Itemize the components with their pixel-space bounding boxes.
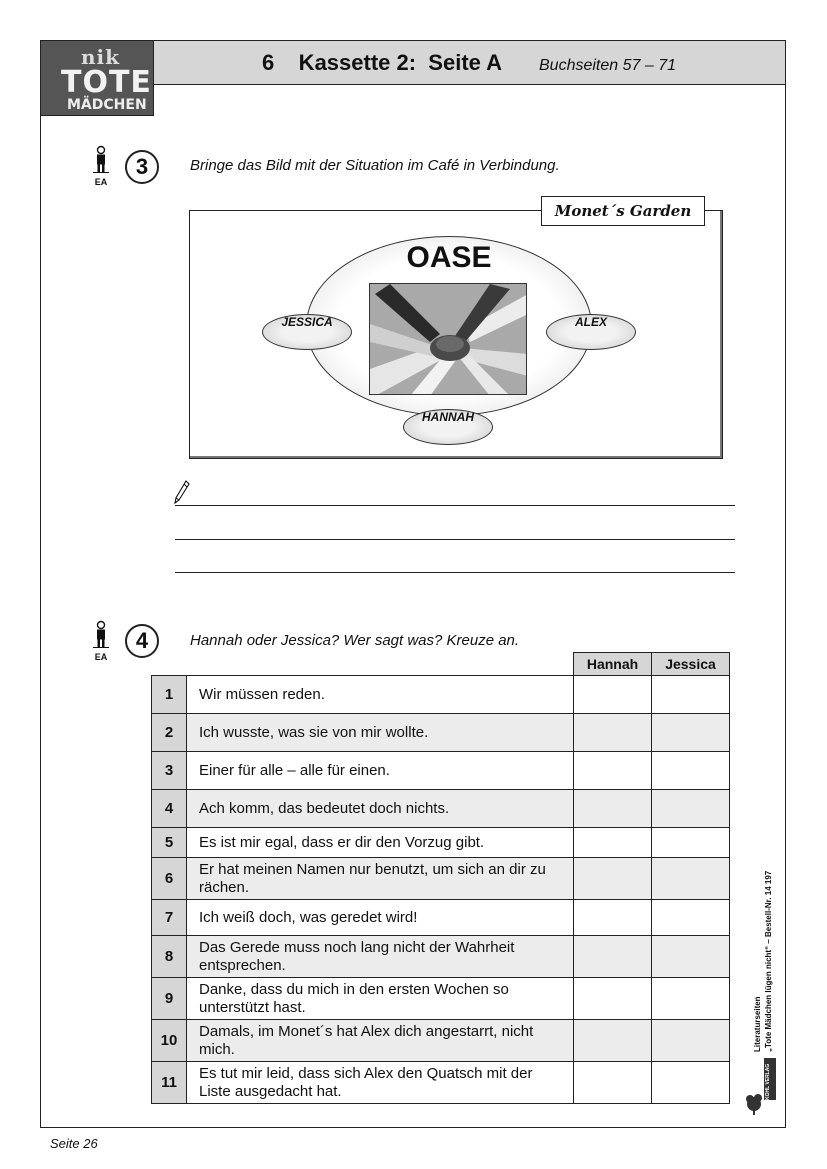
single-work-icon	[90, 620, 112, 662]
checkbox-jessica[interactable]	[652, 828, 730, 858]
task-number-4: 4	[125, 624, 159, 658]
checkbox-jessica[interactable]	[652, 752, 730, 790]
page-title: 6 Kassette 2: Seite A	[262, 50, 503, 75]
answer-line-2[interactable]	[175, 539, 735, 540]
sidebar-order-info: „Tote Mädchen lügen nicht“ – Bestell-Nr. 14 197	[764, 870, 773, 1052]
checkbox-hannah[interactable]	[574, 676, 652, 714]
checkbox-hannah[interactable]	[574, 790, 652, 828]
checkbox-hannah[interactable]	[574, 858, 652, 900]
row-number: 7	[152, 900, 187, 936]
single-work-icon	[90, 145, 112, 187]
publisher-sidebar	[752, 812, 782, 1052]
checkbox-jessica[interactable]	[652, 858, 730, 900]
table-row	[152, 790, 730, 828]
task4-instruction: Hannah oder Jessica? Wer sagt was? Kreuze an.	[190, 632, 520, 649]
statement-text: Es tut mir leid, dass sich Alex den Quatsch mit der Liste ausgedacht hat.	[187, 1062, 574, 1104]
single-work-badge: EA	[94, 177, 108, 187]
column-header-jessica: Jessica	[652, 653, 730, 676]
table-row	[152, 936, 730, 978]
table-row	[152, 714, 730, 752]
row-number: 5	[152, 828, 187, 858]
page-number: Seite 26	[50, 1136, 98, 1151]
statement-text: Ach komm, das bedeutet doch nichts.	[187, 790, 574, 828]
checkbox-hannah[interactable]	[574, 900, 652, 936]
table-row	[152, 828, 730, 858]
logo-line-1: nik	[81, 45, 120, 69]
checkbox-hannah[interactable]	[574, 714, 652, 752]
answer-line-1[interactable]	[175, 505, 735, 506]
table-row	[152, 978, 730, 1020]
table-header-row	[152, 653, 730, 676]
row-number: 9	[152, 978, 187, 1020]
checkbox-hannah[interactable]	[574, 1062, 652, 1104]
publisher-logo	[744, 1056, 780, 1116]
hands-together-photo	[369, 283, 527, 395]
checkbox-jessica[interactable]	[652, 978, 730, 1020]
statement-text: Ich wusste, was sie von mir wollte.	[187, 714, 574, 752]
checkbox-jessica[interactable]	[652, 1020, 730, 1062]
oase-title: OASE	[406, 241, 492, 274]
table-row	[152, 1020, 730, 1062]
statement-text: Danke, dass du mich in den ersten Wochen so unterstützt hast.	[187, 978, 574, 1020]
publisher-name: KOHL VERLAG	[765, 1063, 771, 1100]
task3-instruction: Bringe das Bild mit der Situation im Café in Verbindung.	[190, 157, 560, 174]
checkbox-jessica[interactable]	[652, 936, 730, 978]
table-row	[152, 1062, 730, 1104]
name-oval-hannah: HANNAH	[403, 409, 493, 445]
statement-text: Einer für alle – alle für einen.	[187, 752, 574, 790]
row-number: 4	[152, 790, 187, 828]
table-row	[152, 900, 730, 936]
checkbox-jessica[interactable]	[652, 676, 730, 714]
statement-text: Damals, im Monet´s hat Alex dich angestarrt, nicht mich.	[187, 1020, 574, 1062]
checkbox-jessica[interactable]	[652, 900, 730, 936]
statement-text: Er hat meinen Namen nur benutzt, um sich an dir zu rächen.	[187, 858, 574, 900]
sidebar-series: Literaturseiten	[753, 996, 762, 1052]
row-number: 3	[152, 752, 187, 790]
checkbox-jessica[interactable]	[652, 714, 730, 752]
logo-line-2: TOTE	[61, 65, 152, 100]
single-work-badge: EA	[94, 652, 108, 662]
table-row	[152, 676, 730, 714]
checkbox-hannah[interactable]	[574, 978, 652, 1020]
statement-text: Es ist mir egal, dass er dir den Vorzug gibt.	[187, 828, 574, 858]
name-oval-alex: ALEX	[546, 314, 636, 350]
task-number-3: 3	[125, 150, 159, 184]
column-header-hannah: Hannah	[574, 653, 652, 676]
checkbox-hannah[interactable]	[574, 752, 652, 790]
row-number: 6	[152, 858, 187, 900]
checkbox-jessica[interactable]	[652, 790, 730, 828]
statement-text: Das Gerede muss noch lang nicht der Wahrheit entsprechen.	[187, 936, 574, 978]
name-oval-jessica: JESSICA	[262, 314, 352, 350]
row-number: 8	[152, 936, 187, 978]
checkbox-jessica[interactable]	[652, 1062, 730, 1104]
statement-text: Ich weiß doch, was geredet wird!	[187, 900, 574, 936]
answer-line-3[interactable]	[175, 572, 735, 573]
page-subtitle: Buchseiten 57 – 71	[539, 57, 676, 74]
row-number: 10	[152, 1020, 187, 1062]
checkbox-hannah[interactable]	[574, 936, 652, 978]
table-row	[152, 752, 730, 790]
checkbox-hannah[interactable]	[574, 828, 652, 858]
row-number: 2	[152, 714, 187, 752]
cafe-name-label: Monet´s Garden	[541, 196, 705, 226]
logo-line-3: MÄDCHEN	[67, 97, 147, 113]
checkbox-hannah[interactable]	[574, 1020, 652, 1062]
statement-table	[151, 652, 730, 1104]
book-logo	[40, 40, 154, 116]
row-number: 11	[152, 1062, 187, 1104]
row-number: 1	[152, 676, 187, 714]
table-row	[152, 858, 730, 900]
statement-text: Wir müssen reden.	[187, 676, 574, 714]
